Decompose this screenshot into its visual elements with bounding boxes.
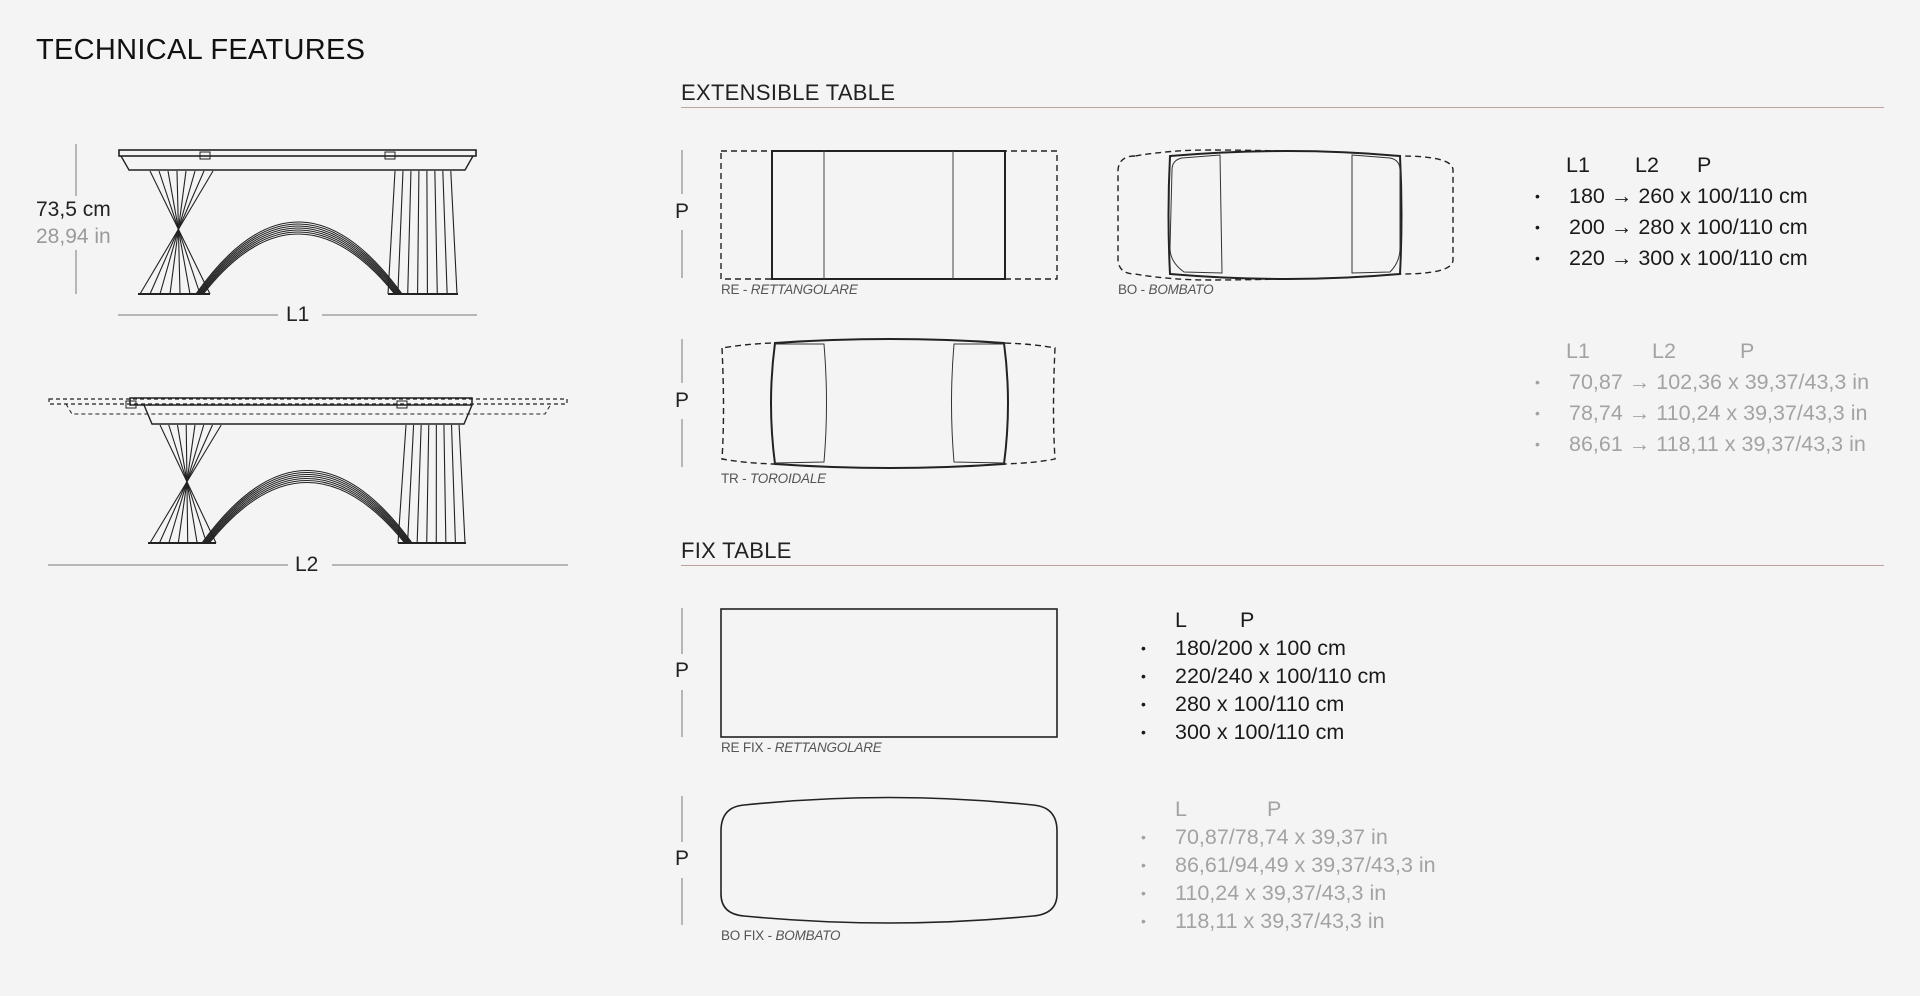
header-p: P (1267, 797, 1282, 821)
shape-code: BO FIX - (721, 928, 776, 943)
shape-caption-re-fix (721, 740, 882, 755)
spec-headers (1141, 606, 1386, 634)
leg-rod (451, 171, 457, 294)
shape-name: BOMBATO (1148, 282, 1214, 297)
shape-name: BOMBATO (775, 928, 841, 943)
leg-rod (208, 481, 406, 544)
depth-label: P (675, 200, 690, 223)
shape-name: TOROIDALE (750, 471, 826, 486)
section-title-extensible: EXTENSIBLE TABLE (681, 80, 896, 105)
leg-rod (408, 425, 414, 543)
spec-row: • 110,24 x 39,37/43,3 in (1141, 879, 1436, 907)
leg-rod (398, 425, 406, 543)
page-title: TECHNICAL FEATURES (36, 34, 366, 66)
spec-row: • 300 x 100/110 cm (1141, 718, 1386, 746)
spec-row: • 180/200 x 100 cm (1141, 634, 1386, 662)
fix-specs-cm (1141, 606, 1386, 746)
fix-specs-in (1141, 795, 1436, 935)
section-divider (681, 107, 1884, 108)
shape-caption-re (721, 282, 858, 297)
header-l2: L2 (1635, 153, 1659, 177)
header-p: P (1240, 608, 1255, 632)
height-dimension (36, 196, 111, 250)
shape-code: BO - (1118, 282, 1149, 297)
spec-row: • 220/240 x 100/110 cm (1141, 662, 1386, 690)
shape-code: RE - (721, 282, 751, 297)
spec-row: • 86,61/94,49 x 39,37/43,3 in (1141, 851, 1436, 879)
height-cm: 73,5 cm (36, 198, 111, 221)
header-l: L (1175, 797, 1187, 821)
leg-rod (202, 471, 412, 544)
depth-label: P (675, 389, 690, 412)
spec-row: • 220 → 300 x 100/110 cm (1535, 243, 1808, 274)
leg-rod (209, 483, 405, 544)
header-p: P (1697, 153, 1712, 177)
leg-rod (408, 171, 411, 294)
shape-name: RETTANGOLARE (774, 740, 882, 755)
header-l1: L1 (1566, 339, 1590, 363)
shape-bo-fix (0, 0, 1, 1)
leg-rod (443, 171, 447, 294)
extensible-specs-cm (1535, 150, 1808, 274)
length-label-l2: L2 (289, 553, 324, 577)
header-l1: L1 (1566, 153, 1590, 177)
spec-row: • 200 → 280 x 100/110 cm (1535, 212, 1808, 243)
leg-rod (202, 232, 396, 294)
shape-caption-tr (721, 471, 826, 486)
spec-headers (1141, 795, 1436, 823)
header-l2: L2 (1652, 339, 1676, 363)
leg-rod (435, 171, 437, 294)
spec-row: • 70,87 → 102,36 x 39,37/43,3 in (1535, 367, 1869, 398)
leg-rod (444, 425, 446, 543)
shape-code: RE FIX - (721, 740, 775, 755)
leg-rod (427, 171, 428, 294)
length-label-l1: L1 (280, 303, 315, 327)
leg-rod (427, 425, 429, 543)
shape-caption-bo (1118, 282, 1213, 297)
leg-rod (452, 425, 456, 543)
spec-headers (1535, 336, 1869, 367)
leg-rod (201, 230, 397, 294)
spec-row: • 70,87/78,74 x 39,37 in (1141, 823, 1436, 851)
spec-row: • 280 x 100/110 cm (1141, 690, 1386, 718)
height-in: 28,94 in (36, 225, 111, 248)
leg-rod (207, 479, 407, 544)
spec-row: • 118,11 x 39,37/43,3 in (1141, 907, 1436, 935)
spec-row: • 78,74 → 110,24 x 39,37/43,3 in (1535, 398, 1869, 429)
leg-rod (398, 171, 403, 294)
leg-rod (388, 171, 395, 294)
leg-rod (206, 477, 409, 544)
extensible-specs-in (1535, 336, 1869, 460)
leg-rod (459, 425, 465, 543)
leg-rod (203, 234, 395, 294)
leg-rod (204, 475, 409, 544)
spec-row: • 86,61 → 118,11 x 39,37/43,3 in (1535, 429, 1869, 460)
shape-name: RETTANGOLARE (750, 282, 858, 297)
shape-code: TR - (721, 471, 750, 486)
section-divider (681, 565, 1884, 566)
section-title-fix: FIX TABLE (681, 538, 792, 563)
shape-caption-bo-fix (721, 928, 840, 943)
spec-headers (1535, 150, 1808, 181)
leg-rod (203, 473, 411, 544)
depth-label: P (675, 659, 690, 682)
header-l: L (1175, 608, 1187, 632)
leg-rod (198, 226, 399, 294)
depth-label: P (675, 847, 690, 870)
spec-row: • 180 → 260 x 100/110 cm (1535, 181, 1808, 212)
leg-rod (418, 171, 419, 294)
leg-rod (200, 228, 399, 294)
header-p: P (1740, 339, 1755, 363)
leg-rod (417, 425, 421, 543)
